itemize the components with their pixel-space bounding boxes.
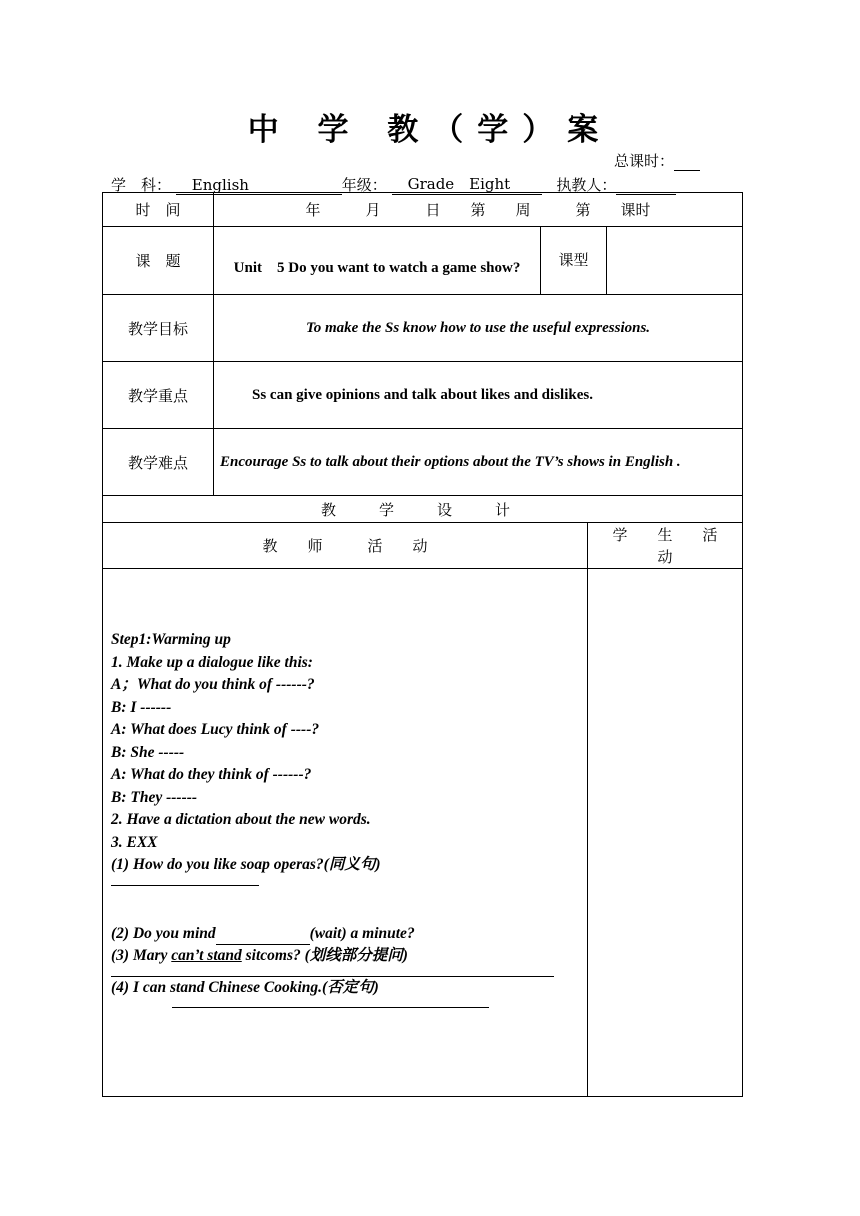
time-label: 时 间 xyxy=(103,193,214,227)
difficulty-value: Encourage Ss to talk about their options about the TV’s shows in English . xyxy=(214,429,743,496)
lesson-plan-table xyxy=(102,192,748,1097)
type-label: 课型 xyxy=(541,227,607,295)
student-activity-label: 学 生 活 动 xyxy=(588,523,743,569)
subject-value: English xyxy=(176,176,342,195)
item-3: 3. EXX xyxy=(111,833,158,851)
teacher-label: 执教人： xyxy=(556,176,617,194)
dialogue-line: B: I ------ xyxy=(111,698,172,716)
page-title: 中 学 教（学）案 xyxy=(247,112,613,148)
question-4: (4) I can stand Chinese Cooking.(否定句) xyxy=(111,978,379,996)
lesson-content xyxy=(111,629,579,1008)
total-hours-blank xyxy=(674,155,700,171)
difficulty-label: 教学难点 xyxy=(103,429,214,496)
topic-value: Unit 5 Do you want to watch a game show? xyxy=(214,227,541,295)
key-label: 教学重点 xyxy=(103,362,214,429)
grade-label: 年级： xyxy=(341,176,387,194)
total-hours-label: 总课时： xyxy=(614,152,675,170)
goal-label: 教学目标 xyxy=(103,295,214,362)
teacher-activity-label: 教 师 活 动 xyxy=(103,523,588,569)
subject-label: 学 科： xyxy=(111,176,172,194)
item-1: 1. Make up a dialogue like this: xyxy=(111,653,313,671)
topic-label: 课 题 xyxy=(103,227,214,295)
student-activity-cell xyxy=(588,569,743,1097)
dialogue-line: A: What do they think of ------? xyxy=(111,766,312,783)
dialogue-line: B: They ------ xyxy=(111,788,198,806)
grade-value: Grade Eight xyxy=(392,173,542,195)
item-2: 2. Have a dictation about the new words. xyxy=(111,811,371,828)
time-fields: 年 月 日 第 周 第 课时 xyxy=(214,193,743,227)
type-value xyxy=(607,227,743,295)
question-3: (3) Mary can’t stand sitcoms? (划线部分提问) xyxy=(111,947,408,964)
underlined-phrase: can’t stand xyxy=(171,947,242,964)
dialogue-line: B: She ----- xyxy=(111,743,185,761)
key-value: Ss can give opinions and talk about likes and dislikes. xyxy=(214,362,743,429)
total-hours xyxy=(614,150,700,171)
answer-line-1 xyxy=(111,877,259,886)
question-1: (1) How do you like soap operas?(同义句) xyxy=(111,856,381,873)
goal-value: To make the Ss know how to use the useful expressions. xyxy=(214,295,743,362)
dialogue-line: A；What do you think of ------? xyxy=(111,676,315,693)
design-label: 教 学 设 计 xyxy=(103,496,743,523)
answer-line-4 xyxy=(172,999,489,1008)
question-2: (2) Do you mind (wait) a minute? xyxy=(111,923,579,946)
blank-wait xyxy=(216,930,310,945)
dialogue-line: A: What does Lucy think of ----? xyxy=(111,721,320,738)
step1-heading: Step1:Warming up xyxy=(111,631,231,648)
answer-line-3 xyxy=(111,968,554,977)
teacher-activity-cell xyxy=(103,569,588,1097)
